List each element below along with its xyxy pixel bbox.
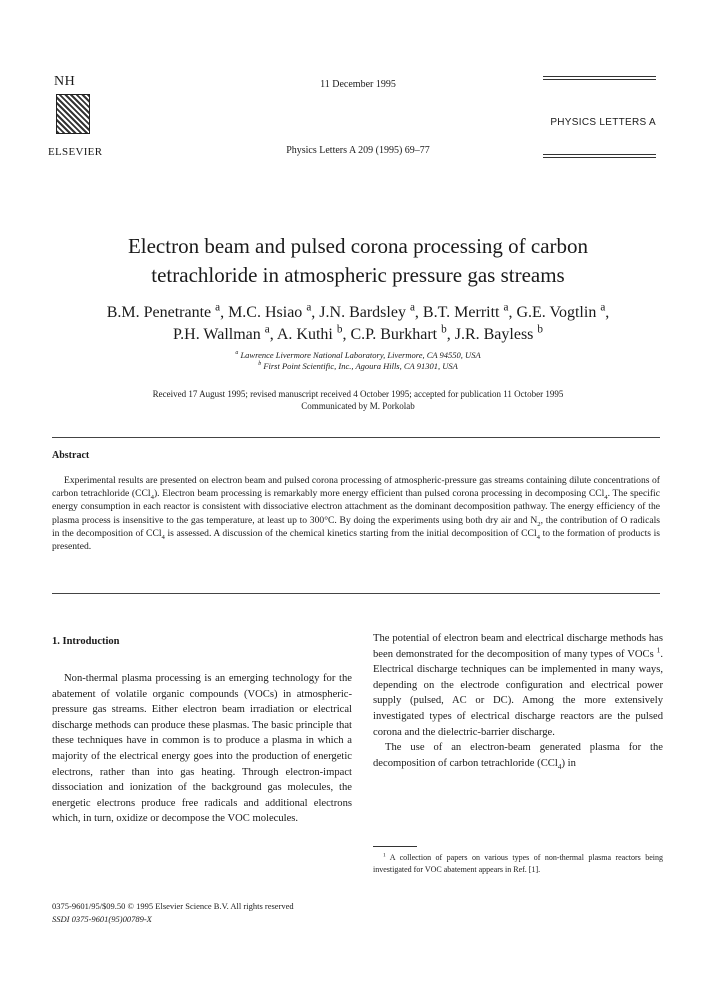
- journal-name: PHYSICS LETTERS A: [550, 117, 656, 128]
- author-name: J.R. Bayless: [454, 326, 534, 343]
- author-affiliation-mark: a: [503, 301, 509, 314]
- formula: CCl: [588, 488, 605, 500]
- header-rule: [543, 154, 656, 155]
- formula-subscript: 4: [557, 761, 562, 771]
- issue-date: 11 December 1995: [320, 79, 396, 90]
- author-name: A. Kuthi: [276, 326, 333, 343]
- received-dates: Received 17 August 1995; revised manuscript received 4 October 1995; accepted for publication 11 October 1995: [152, 389, 564, 399]
- author-name: G.E. Vogtlin: [516, 304, 597, 321]
- abstract-bottom-rule: [52, 593, 660, 594]
- author-affiliation-mark: a: [306, 301, 312, 314]
- paragraph-text: The use of an electron-beam generated plasma for the decomposition of carbon tetrachloride (: [373, 742, 663, 769]
- author-name: J.N. Bardsley: [319, 304, 406, 321]
- author-list: B.M. Penetrante $^a$, M.C. Hsiao $^a$, J.N. Bardsley $^a$, B.T. Merritt $^a$, G.E. Vogtlin $^a$, P.H. Wallman $^a$, A. Kuthi $^b$, C.P. Burkhart $^b$, J.R. Bayless $^b$: [106, 301, 610, 343]
- abstract-text: ). Electron beam processing is remarkably more energy efficient than pulsed corona processing in decomposing: [153, 488, 589, 500]
- affiliation-a: $^a$ Lawrence Livermore National Laboratory, Livermore, CA 94550, USA: [235, 350, 481, 360]
- paragraph-text: ) in: [561, 757, 576, 769]
- ssdi-line: SSDI 0375-9601(95)00789-X: [52, 914, 152, 924]
- author-name: C.P. Burkhart: [350, 326, 438, 343]
- abstract-text: to the formation of products is presented.: [52, 527, 660, 553]
- author-name: M.C. Hsiao: [228, 304, 303, 321]
- intro-paragraph: [373, 740, 663, 771]
- abstract-text: . The specific energy consumption in each reactor is consistent with dissociative electron attachment as the dominant decomposition pathway. The energy efficiency of the plasma process is insensitive to the gas temperature, at least up to 300°C. By doing the experiments using both dry air and: [52, 488, 660, 526]
- footnote-number: 1: [383, 852, 386, 859]
- title-line-2: tetrachloride in atmospheric pressure gas streams: [151, 263, 565, 287]
- author-affiliation-mark: a: [264, 323, 270, 336]
- paragraph-text: . Electrical discharge techniques can be implemented in many ways, depending on the electrode configuration and electrical power supply (pulsed, AC or DC). Among the more extensively investigated types of electrical discharge reactors are the pulsed corona and the dielectric-barrier discharge.: [373, 648, 663, 738]
- abstract-heading: Abstract: [52, 450, 90, 461]
- formula-subscript: 4: [604, 494, 608, 502]
- copyright-line: 0375-9601/95/$09.50 © 1995 Elsevier Science B.V. All rights reserved: [52, 901, 294, 911]
- communicated-by: Communicated by M. Porkolab: [301, 401, 415, 411]
- author-name: B.M. Penetrante: [106, 304, 212, 321]
- intro-right-column: [373, 631, 663, 771]
- elsevier-tree-icon: [56, 94, 90, 134]
- formula-subscript: 2: [537, 520, 541, 528]
- affiliations: [60, 350, 656, 372]
- footnote-text: A collection of papers on various types of non-thermal plasma reactors being investigated for VOC abatement appears in Ref. [1].: [373, 853, 663, 874]
- history-block: [60, 388, 656, 412]
- journal-citation: Physics Letters A 209 (1995) 69–77: [286, 145, 430, 156]
- footnote-rule: [373, 846, 417, 847]
- author-affiliation-mark: a: [215, 301, 221, 314]
- author-name: B.T. Merritt: [422, 304, 500, 321]
- section-heading: 1. Introduction: [52, 636, 120, 647]
- logo-nh-text: NH: [54, 74, 76, 89]
- formula-subscript: 4: [150, 494, 154, 502]
- affiliation-b-text: First Point Scientific, Inc., Agoura Hills, CA 91301, USA: [263, 361, 458, 371]
- intro-left-column: Non-thermal plasma processing is an emerging technology for the abatement of volatile organic compounds (VOCs) in atmospheric-pressure gas streams. Either electron beam irradiation or electrical discharge methods can produce these plasmas. The basic principle that these techniques have in common is to produce a plasma in which a majority of the electrical energy goes into the production of energetic electrons, rather than into gas heating. Through electron-impact dissociation and ionization of the background gas molecules, the energetic electrons produce free radicals and additional electrons which, in turn, oxidize or decompose the VOC molecules.: [52, 673, 352, 825]
- affiliation-b: $^b$ First Point Scientific, Inc., Agoura Hills, CA 91301, USA: [258, 361, 458, 371]
- author-affiliation-mark: b: [336, 323, 343, 336]
- publisher-name: ELSEVIER: [48, 146, 103, 158]
- intro-paragraph: [373, 631, 663, 740]
- author-name: P.H. Wallman: [173, 326, 261, 343]
- formula: N: [530, 514, 538, 526]
- title-line-1: Electron beam and pulsed corona processing of carbon: [127, 234, 589, 258]
- abstract-body: [52, 474, 660, 553]
- author-affiliation-mark: b: [441, 323, 447, 336]
- footnote: [373, 852, 663, 876]
- affiliation-a-text: Lawrence Livermore National Laboratory, Livermore, CA 94550, USA: [240, 350, 481, 360]
- paragraph-text: The potential of electron beam and electrical discharge methods has been demonstrated for the decomposition of many types of VOCs: [373, 633, 663, 660]
- header-rule: [543, 76, 656, 77]
- abstract-text: , the contribution of O radicals in the decomposition of: [52, 514, 661, 539]
- author-affiliation-mark: a: [600, 301, 606, 314]
- abstract-top-rule: [52, 437, 660, 438]
- author-affiliation-mark: b: [537, 323, 543, 336]
- header-rule: [543, 157, 656, 158]
- author-affiliation-mark: a: [409, 301, 415, 314]
- footnote-mark: 1: [656, 645, 661, 655]
- formula: CCl: [135, 488, 151, 500]
- formula-subscript: 4: [161, 533, 165, 541]
- formula: CCl: [521, 527, 537, 539]
- header-rule: [543, 79, 656, 80]
- article-title: [60, 232, 656, 290]
- formula: CCl: [146, 527, 162, 539]
- abstract-text: Experimental results are presented on electron beam and pulsed corona processing of atmospheric-pressure gas streams containing dilute concentrations of carbon tetrachloride (: [52, 475, 660, 500]
- formula-subscript: 4: [536, 533, 540, 541]
- abstract-text: is assessed. A discussion of the chemical kinetics starting from the initial decomposition of: [164, 527, 522, 539]
- formula: CCl: [540, 757, 558, 769]
